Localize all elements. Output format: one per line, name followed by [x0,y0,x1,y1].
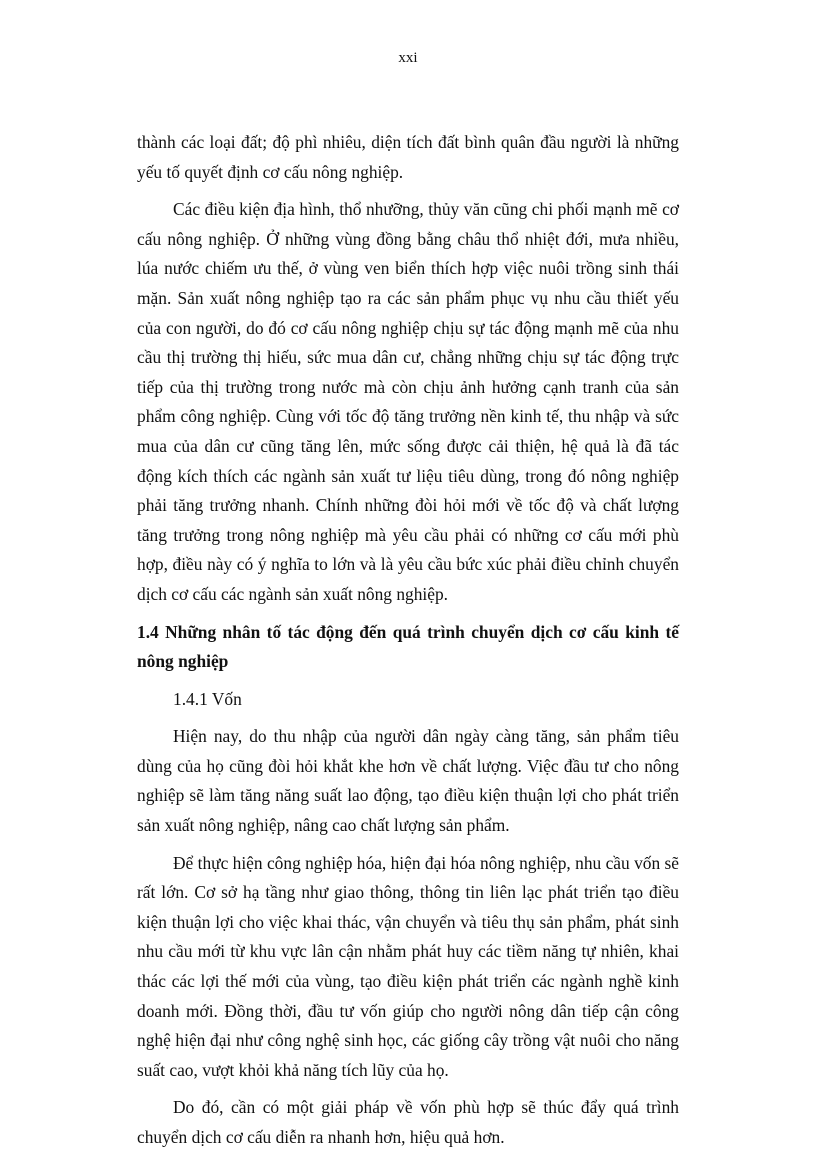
document-body [137,128,679,1161]
page-number: xxi [398,50,418,66]
subsection-heading: 1.4.1 Vốn [173,688,242,709]
paragraph-continued: thành các loại đất; độ phì nhiêu, diện tích đất bình quân đầu người là những yếu tố quyết định cơ cấu nông nghiệp. [137,132,679,182]
paragraph-income: Hiện nay, do thu nhập của người dân ngày càng tăng, sản phẩm tiêu dùng của họ cũng đòi hỏi khắt khe hơn về chất lượng. Việc đầu tư cho nông nghiệp sẽ làm tăng năng suất lao động, tạo điều kiện thuận lợi cho phát triển sản xuất nông nghiệp, nâng cao chất lượng sản phẩm. [137,726,679,836]
paragraph-capital-needs: Để thực hiện công nghiệp hóa, hiện đại hóa nông nghiệp, nhu cầu vốn sẽ rất lớn. Cơ sở hạ tầng như giao thông, thông tin liên lạc phát triển tạo điều kiện thuận lợi cho việc khai thác, vận chuyển và tiêu thụ sản phẩm, phát sinh nhu cầu mới từ khu vực lân cận nhằm phát huy các tiềm năng tự nhiên, khai thác các lợi thế mới của vùng, tạo điều kiện phát triển các ngành nghề kinh doanh mới. Đồng thời, đầu tư vốn giúp cho người nông dân tiếp cận công nghệ hiện đại như công nghệ sinh học, các giống cây trồng vật nuôi cho năng suất cao, vượt khỏi khả năng tích lũy của họ. [137,852,679,1080]
paragraph-conclusion: Do đó, cần có một giải pháp về vốn phù hợp sẽ thúc đẩy quá trình chuyển dịch cơ cấu diễn ra nhanh hơn, hiệu quả hơn. [137,1097,679,1147]
paragraph-natural-conditions: Các điều kiện địa hình, thổ nhưỡng, thủy văn cũng chi phối mạnh mẽ cơ cấu nông nghiệp. Ở những vùng đồng bằng châu thổ nhiệt đới, mưa nhiều, lúa nước chiếm ưu thế, ở vùng ven biển thích hợp việc nuôi trồng sinh thái mặn. Sản xuất nông nghiệp tạo ra các sản phẩm phục vụ nhu cầu thiết yếu của con người, do đó cơ cấu nông nghiệp chịu sự tác động mạnh mẽ của nhu cầu thị trường thị hiếu, sức mua dân cư, chẳng những chịu sự tác động trực tiếp của thị trường trong nước mà còn chịu ảnh hưởng cạnh tranh của sản phẩm công nghiệp. Cùng với tốc độ tăng trưởng nền kinh tế, thu nhập và sức mua của dân cư cũng tăng lên, mức sống được cải thiện, hệ quả là đã tác động kích thích các ngành sản xuất tư liệu tiêu dùng, trong đó nông nghiệp phải tăng trưởng nhanh. Chính những đòi hỏi mới về tốc độ và chất lượng tăng trưởng trong nông nghiệp mà yêu cầu phải có những cơ cấu mới phù hợp, điều này có ý nghĩa to lớn và là yêu cầu bức xúc phải điều chỉnh chuyển dịch cơ cấu các ngành sản xuất nông nghiệp. [137,199,679,604]
section-heading: 1.4 Những nhân tố tác động đến quá trình chuyển dịch cơ cấu kinh tế nông nghiệp [137,621,679,672]
